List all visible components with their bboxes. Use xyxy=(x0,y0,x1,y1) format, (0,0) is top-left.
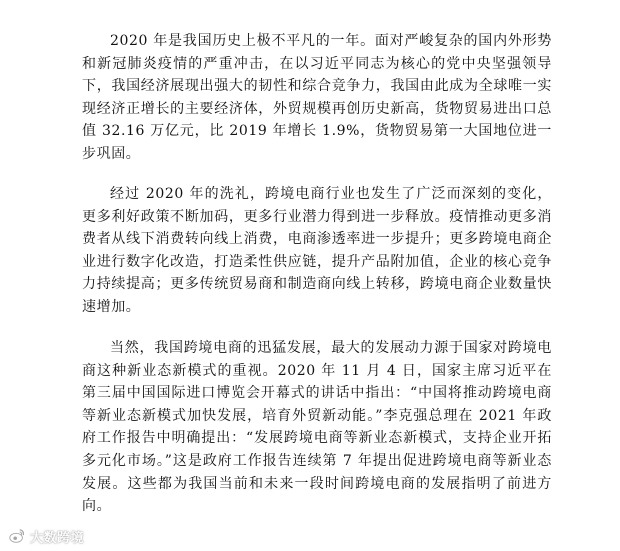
watermark xyxy=(8,525,84,547)
weibo-icon xyxy=(8,527,26,545)
paragraph-3: 当然，我国跨境电商的迅猛发展，最大的发展动力源于国家对跨境电商这种新业态新模式的重视。2020 年 11 月 4 日，国家主席习近平在第三届中国国际进口博览会开幕式的讲话中指出：“中国将推动跨境电商等新业态新模式加快发展，培育外贸新动能。”李克强总理在 2021 年政府工作报告中明确提出：“发展跨境电商等新业态新模式，支持企业开拓多元化市场。”这是政府工作报告连续第 7 年提出促进跨境电商等新业态发展。这些都为我国当前和未来一段时间跨境电商的发展指明了前进方向。 xyxy=(82,340,552,515)
paragraph-1: 2020 年是我国历史上极不平凡的一年。面对严峻复杂的国内外形势和新冠肺炎疫情的严重冲击，在以习近平同志为核心的党中央坚强领导下，我国经济展现出强大的韧性和综合竞争力，我国由此成为全球唯一实现经济正增长的主要经济体，外贸规模再创历史新高，货物贸易进出口总值 32.16 万亿元，比 2019 年增长 1.9%，货物贸易第一大国地位进一步巩固。 xyxy=(82,33,552,162)
paragraph-2: 经过 2020 年的洗礼，跨境电商行业也发生了广泛而深刻的变化，更多利好政策不断加码，更多行业潜力得到进一步释放。疫情推动更多消费者从线下消费转向线上消费，电商渗透率进一步提升；更多跨境电商企业进行数字化改造，打造柔性供应链，提升产品附加值，企业的核心竞争力持续提高；更多传统贸易商和制造商向线上转移，跨境电商企业数量快速增加。 xyxy=(82,186,552,315)
watermark-text: 大数跨境 xyxy=(30,530,85,546)
